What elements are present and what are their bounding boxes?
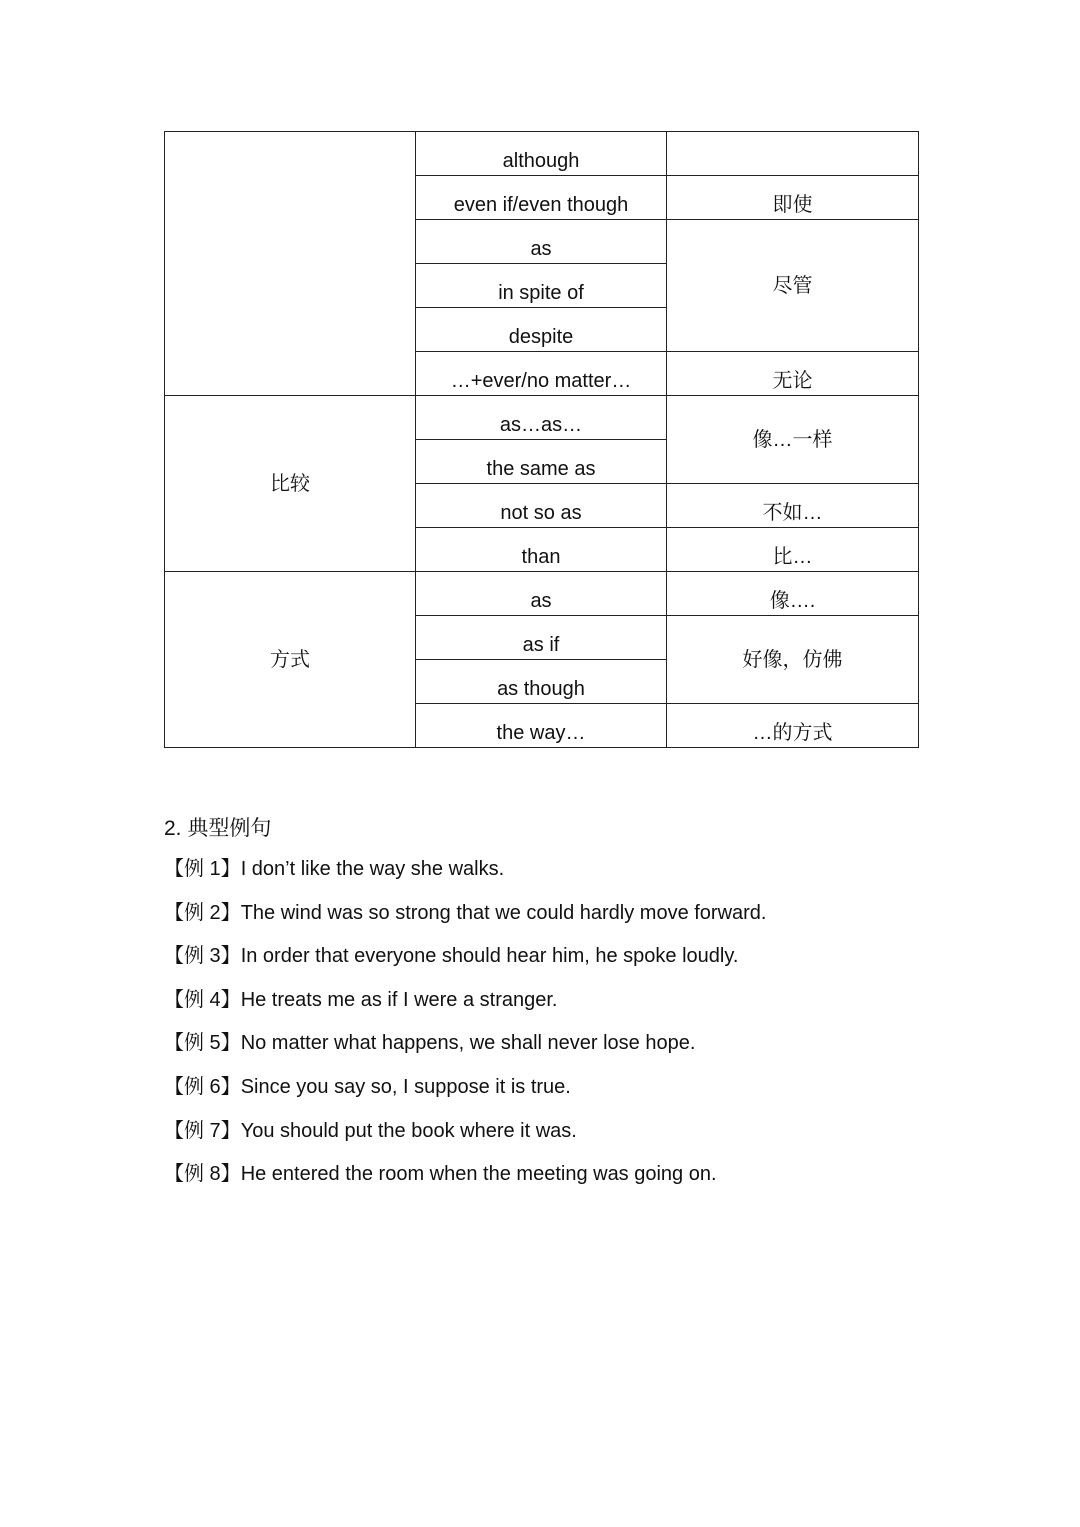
- word-cell: the same as: [416, 440, 667, 484]
- list-item: [164, 855, 767, 899]
- example-tag: 【例 6】: [164, 1075, 241, 1098]
- meaning-cell: 尽管: [667, 220, 919, 352]
- table-row: [165, 396, 919, 440]
- section-title: 2. 典型例句: [164, 817, 272, 840]
- list-item: [164, 942, 767, 986]
- word-cell: as though: [416, 660, 667, 704]
- example-tag: 【例 2】: [164, 901, 241, 924]
- meaning-cell: 好像，仿佛: [667, 616, 919, 704]
- word-cell: than: [416, 528, 667, 572]
- example-text: You should put the book where it was.: [240, 1119, 577, 1142]
- category-cell: 比较: [165, 396, 416, 572]
- word-cell: although: [416, 132, 667, 176]
- list-item: [164, 1160, 767, 1204]
- example-text: I don’t like the way she walks.: [240, 858, 505, 880]
- example-tag: 【例 7】: [164, 1119, 241, 1142]
- word-cell: as: [416, 572, 667, 616]
- word-cell: as…as…: [416, 396, 667, 440]
- word-cell: as if: [416, 616, 667, 660]
- meaning-cell: [667, 132, 919, 176]
- meaning-cell: …的方式: [667, 704, 919, 748]
- list-item: [164, 986, 767, 1030]
- meaning-cell: 像….: [667, 572, 919, 616]
- meaning-cell: 不如…: [667, 484, 919, 528]
- word-cell: the way…: [416, 704, 667, 748]
- word-cell: as: [416, 220, 667, 264]
- example-tag: 【例 8】: [164, 1163, 241, 1186]
- list-item: [164, 1117, 767, 1161]
- example-text: He entered the room when the meeting was going on.: [240, 1163, 717, 1186]
- example-text: He treats me as if I were a stranger.: [240, 988, 558, 1011]
- example-tag: 【例 1】: [164, 858, 241, 880]
- list-item: [164, 1029, 767, 1073]
- meaning-cell: 即使: [667, 176, 919, 220]
- word-cell: in spite of: [416, 264, 667, 308]
- table-row: [165, 572, 919, 616]
- example-tag: 【例 4】: [164, 988, 241, 1011]
- word-cell: despite: [416, 308, 667, 352]
- example-text: Since you say so, I suppose it is true.: [240, 1075, 571, 1098]
- example-tag: 【例 5】: [164, 1032, 241, 1055]
- word-cell: even if/even though: [416, 176, 667, 220]
- conjunction-table: [164, 131, 919, 748]
- example-text: The wind was so strong that we could hardly move forward.: [240, 901, 767, 924]
- example-list: [164, 855, 767, 1204]
- example-text: No matter what happens, we shall never lose hope.: [240, 1032, 696, 1055]
- meaning-cell: 无论: [667, 352, 919, 396]
- example-text: In order that everyone should hear him, he spoke loudly.: [240, 945, 739, 968]
- list-item: [164, 899, 767, 943]
- category-cell: [165, 132, 416, 396]
- example-tag: 【例 3】: [164, 945, 241, 968]
- word-cell: not so as: [416, 484, 667, 528]
- list-item: [164, 1073, 767, 1117]
- category-cell: 方式: [165, 572, 416, 748]
- word-cell: …+ever/no matter…: [416, 352, 667, 396]
- table-row: [165, 132, 919, 176]
- meaning-cell: 像…一样: [667, 396, 919, 484]
- meaning-cell: 比…: [667, 528, 919, 572]
